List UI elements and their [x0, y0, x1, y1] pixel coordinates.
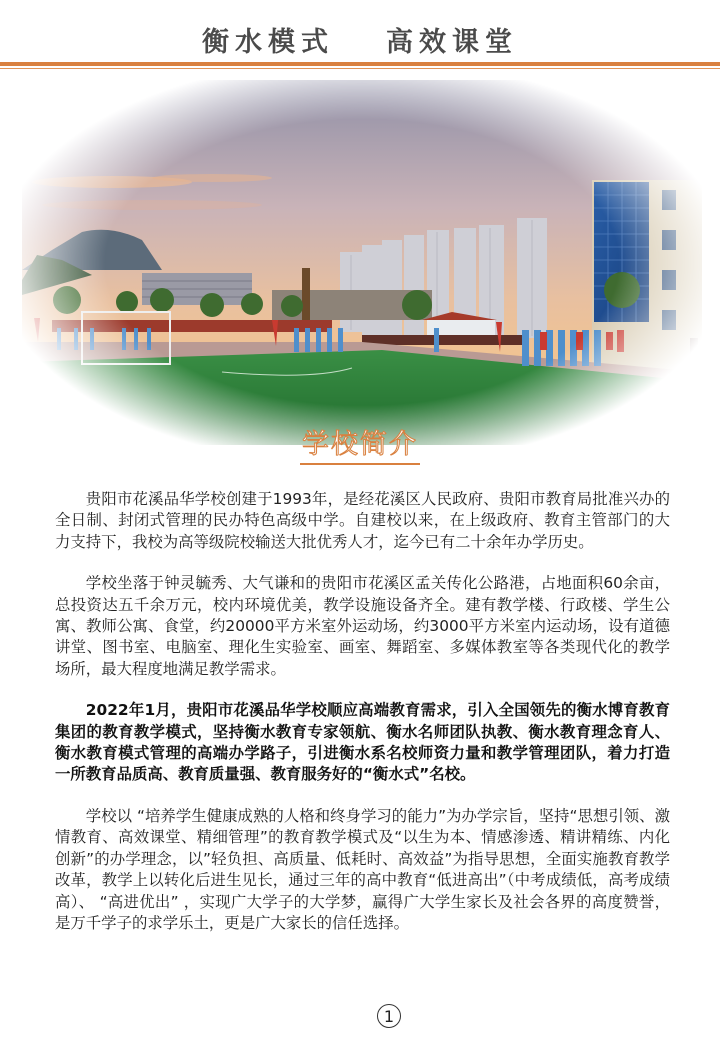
paragraph-hengshui-model: 2022年1月，贵阳市花溪品华学校顺应高端教育需求，引入全国领先的衡水博育教育集团的教育教学模式，坚持衡水教育专家领航、衡水名师团队执教、衡水教育理念育人、衡水教育模式管理的高端办学路子，引进衡水系名校师资力量和教学管理团队，着力打造一所教育品质高、教育质量强、教育服务好的“衡水式”名校。 — [55, 701, 670, 784]
header-rule-thin — [0, 68, 720, 69]
section-title — [0, 428, 720, 465]
header-title — [0, 20, 720, 59]
paragraph-history: 贵阳市花溪品华学校创建于1993年，是经花溪区人民政府、贵阳市教育局批准兴办的全日制、封闭式管理的民办特色高级中学。自建校以来，在上级政府、教育主管部门的大力支持下，我校为高等级院校输送大批优秀人才，迄今已有二十余年办学历史。 — [55, 490, 670, 551]
article-body — [55, 489, 670, 954]
paragraph-philosophy: 学校以 “培养学生健康成熟的人格和终身学习的能力”为办学宗旨，坚持“思想引领、激情教育、高效课堂、精细管理”的教育教学模式及“以生为本、情感渗透、精讲精练、内化创新”的办学理念，以”轻负担、高质量、低耗时、高效益”为指导思想，全面实施教育教学改革，教学上以转化后进生见长，通过三年的高中教育“低进高出”（中考成绩低，高考成绩高）、 “高进优出” ，实现广大学子的大学梦，赢得广大学生家长及社会各界的高度赞誉，是万千学子的求学乐土，更是广大家长的信任选择。 — [55, 806, 670, 932]
page-number: 1 — [377, 1004, 401, 1028]
page-header — [0, 0, 720, 64]
header-rule-thick — [0, 62, 720, 66]
header-title-right: 高效课堂 — [386, 27, 518, 58]
campus-photo-illustration — [22, 80, 702, 445]
header-title-left: 衡水模式 — [202, 27, 334, 58]
section-title-text: 学校简介 — [300, 428, 420, 465]
campus-photo — [22, 80, 702, 445]
paragraph-facilities: 学校坐落于钟灵毓秀、大气谦和的贵阳市花溪区孟关传化公路港，占地面积60余亩，总投资达五千余万元，校内环境优美，教学设施设备齐全。建有教学楼、行政楼、学生公寓、教师公寓、食堂，约20000平方米室外运动场，约3000平方米室内运动场，设有道德讲堂、图书室、电脑室、理化生实验室、画室、舞蹈室、多媒体教室等各类现代化的教学场所，最大程度地满足教学需求。 — [55, 574, 670, 678]
